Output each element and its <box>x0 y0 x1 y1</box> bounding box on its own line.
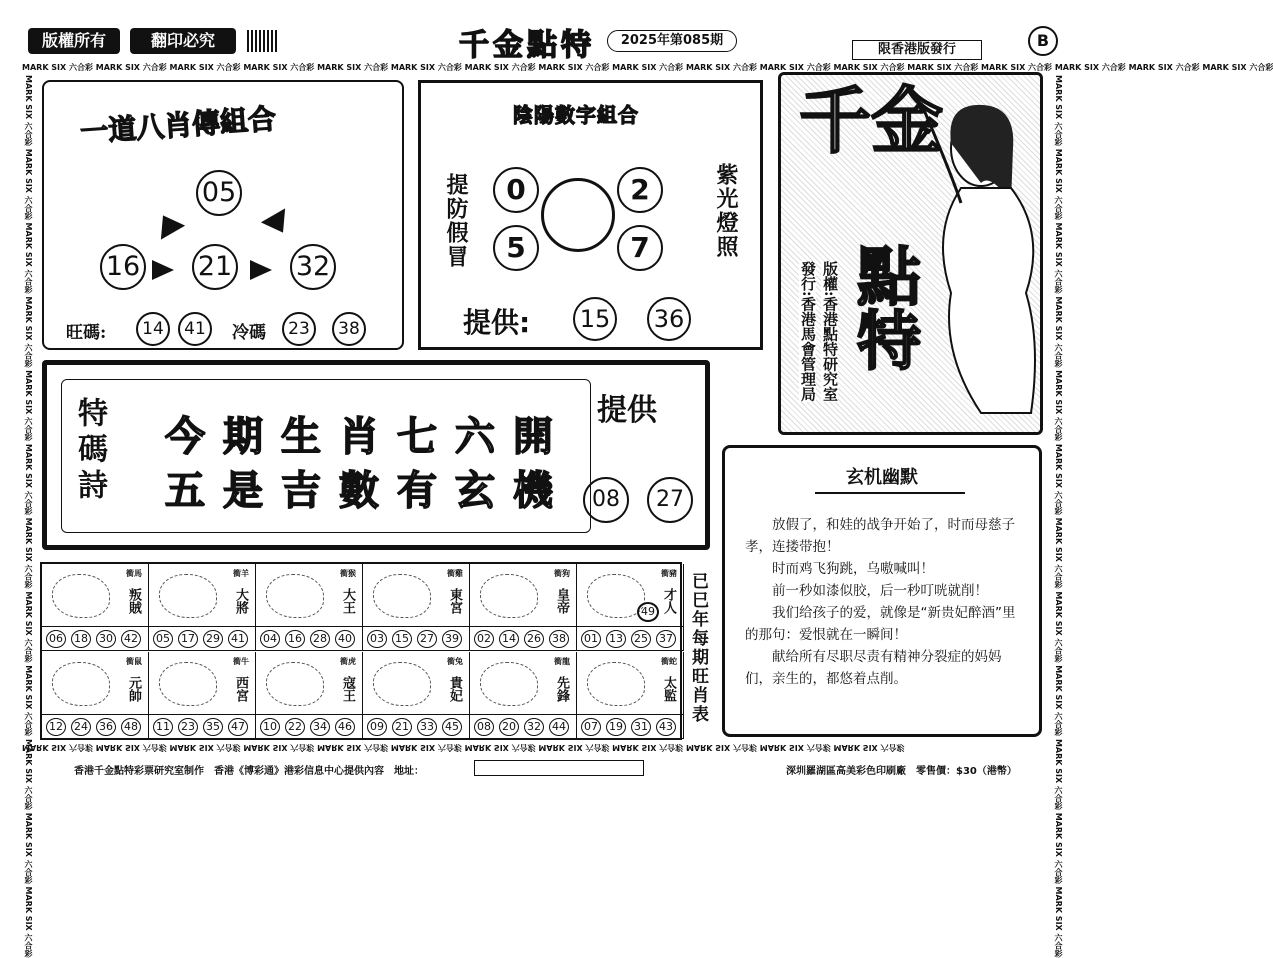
yin-yang-number-panel <box>418 80 763 350</box>
address-box <box>474 760 644 776</box>
zodiac-number-row <box>256 715 363 739</box>
row-number: 16 <box>100 244 146 290</box>
zodiac-number: 39 <box>442 630 462 648</box>
hot-number: 14 <box>136 312 170 346</box>
zodiac-number: 23 <box>178 718 198 736</box>
hot-label: 旺碼: <box>66 323 107 343</box>
zodiac-animal-icon <box>159 662 217 706</box>
provide-number: 15 <box>573 297 617 341</box>
zodiac-animal-icon <box>266 574 324 618</box>
zodiac-number: 31 <box>631 718 651 736</box>
zodiac-number: 46 <box>335 718 355 736</box>
poem-number: 08 <box>583 477 629 523</box>
provide-label: 提供 <box>597 393 657 428</box>
zodiac-number: 34 <box>310 718 330 736</box>
zodiac-number-row <box>42 715 149 739</box>
cold-number: 38 <box>332 312 366 346</box>
zodiac-number: 18 <box>71 630 91 648</box>
zodiac-number: 45 <box>442 718 462 736</box>
zodiac-number: 29 <box>203 630 223 648</box>
yin-yang-icon <box>541 178 615 252</box>
digit: 7 <box>617 225 663 271</box>
zodiac-clash-tag: 衝狗 <box>554 568 570 578</box>
zodiac-number: 08 <box>474 718 494 736</box>
zodiac-clash-tag: 衝鼠 <box>126 656 142 666</box>
zodiac-title: 太監 <box>661 676 676 702</box>
zodiac-number: 38 <box>549 630 569 648</box>
zodiac-number: 02 <box>474 630 494 648</box>
zodiac-title: 大王 <box>340 588 355 614</box>
top-number: 05 <box>196 170 242 216</box>
zodiac-number: 15 <box>392 630 412 648</box>
zodiac-number-row <box>363 715 470 739</box>
zodiac-number-row <box>363 627 470 651</box>
zodiac-title: 才人 <box>661 588 676 614</box>
zodiac-table-title: 已巳年每期旺肖表 <box>688 572 708 724</box>
edition-badge: B <box>1028 26 1058 56</box>
zodiac-number: 14 <box>499 630 519 648</box>
zodiac-number: 28 <box>310 630 330 648</box>
humor-title: 玄机幽默 <box>846 467 918 488</box>
zodiac-animal-icon <box>480 662 538 706</box>
uv-light-note: 紫光燈照 <box>713 163 739 259</box>
poster-publisher: 發行:香港馬會管理局 <box>799 261 817 402</box>
arrow-icon <box>151 208 185 239</box>
zodiac-number: 26 <box>524 630 544 648</box>
zodiac-clash-tag: 衝豬 <box>661 568 677 578</box>
special-code-poem-panel <box>42 360 710 550</box>
copyright-pill: 版權所有 <box>28 28 120 54</box>
zodiac-number-row <box>470 715 577 739</box>
zodiac-title: 叛賊 <box>126 588 141 614</box>
zodiac-number: 22 <box>285 718 305 736</box>
zodiac-title: 寇王 <box>340 676 355 702</box>
arrow-icon <box>261 208 295 239</box>
digit: 5 <box>493 225 539 271</box>
zodiac-cell <box>149 652 256 715</box>
zodiac-number: 40 <box>335 630 355 648</box>
humor-paragraph: 我们给孩子的爱，就像是“新贵妃醉酒”里的那句：爱恨就在一瞬间！ <box>745 605 1016 643</box>
zodiac-animal-icon <box>587 662 645 706</box>
humor-paragraph: 时而鸡飞狗跳，乌嗷喊叫！ <box>772 561 934 577</box>
zodiac-clash-tag: 衝牛 <box>233 656 249 666</box>
zodiac-number: 24 <box>71 718 91 736</box>
zodiac-animal-icon <box>266 662 324 706</box>
zodiac-number-row <box>577 715 684 739</box>
poster-title-top: 千金 <box>799 78 944 163</box>
zodiac-title: 元帥 <box>126 676 141 702</box>
humor-paragraph: 放假了，和娃的战争开始了，时而母慈子孝，连搂带抱！ <box>745 517 1015 555</box>
barcode-decoration <box>247 30 277 52</box>
zodiac-cell <box>470 564 577 627</box>
zodiac-number: 19 <box>606 718 626 736</box>
zodiac-number: 05 <box>153 630 173 648</box>
mark-six-strip-right: MARK SIX 六合彩 MARK SIX 六合彩 MARK SIX 六合彩 MARK SIX 六合彩 MARK SIX 六合彩 MARK SIX 六合彩 MARK SIX 六合彩 MARK SIX 六合彩 MARK SIX 六合彩 MARK SIX 六合彩 MARK SIX 六合彩 MARK SIX 六合彩 <box>1054 75 1063 958</box>
zodiac-title: 東宮 <box>447 588 462 614</box>
zodiac-clash-tag: 衝虎 <box>340 656 356 666</box>
zodiac-number: 04 <box>260 630 280 648</box>
zodiac-cell <box>577 564 684 627</box>
poem-side-title: 特碼詩 <box>72 397 107 505</box>
zodiac-animal-icon <box>480 574 538 618</box>
zodiac-number: 09 <box>367 718 387 736</box>
zodiac-table <box>40 562 682 740</box>
zodiac-cell <box>256 564 363 627</box>
poem-line-2: 五是吉數有玄機 <box>165 467 571 514</box>
arrow-right-icon <box>152 260 174 280</box>
model-figure-illustration <box>921 93 1046 433</box>
counterfeit-warning: 提防假冒 <box>443 173 469 269</box>
zodiac-number: 27 <box>417 630 437 648</box>
poem-line-1: 今期生肖七六開 <box>165 413 571 460</box>
zodiac-cell <box>363 652 470 715</box>
zodiac-number-row <box>149 715 256 739</box>
zodiac-number-row <box>149 627 256 651</box>
provide-number: 36 <box>647 297 691 341</box>
zodiac-number: 20 <box>499 718 519 736</box>
poster-copyright: 版權:香港點特研究室 <box>821 261 839 402</box>
zodiac-animal-icon <box>373 574 431 618</box>
zodiac-clash-tag: 衝羊 <box>233 568 249 578</box>
zodiac-cell <box>256 652 363 715</box>
zodiac-number: 03 <box>367 630 387 648</box>
zodiac-number: 30 <box>96 630 116 648</box>
zodiac-number: 42 <box>121 630 141 648</box>
zodiac-cell <box>470 652 577 715</box>
zodiac-number: 44 <box>549 718 569 736</box>
footer-credits: 香港千金點特彩票研究室制作 香港《博彩通》港彩信息中心提供內容 地址： <box>74 766 424 777</box>
zodiac-cell <box>42 652 149 715</box>
zodiac-number: 36 <box>96 718 116 736</box>
digit: 0 <box>493 167 539 213</box>
zodiac-title: 貴妃 <box>447 676 462 702</box>
zodiac-clash-tag: 衝雞 <box>447 568 463 578</box>
digit: 2 <box>617 167 663 213</box>
zodiac-number: 33 <box>417 718 437 736</box>
footer-printer: 深圳羅湖區高美彩色印刷廠 零售價：$30（港幣） <box>786 766 1017 777</box>
issue-number: 2025年第085期 <box>607 30 737 52</box>
zodiac-number: 35 <box>203 718 223 736</box>
humor-paragraph: 前一秒如漆似胶，后一秒叮咣就削！ <box>772 583 988 599</box>
zodiac-animal-icon <box>159 574 217 618</box>
zodiac-title: 西宮 <box>233 676 248 702</box>
zodiac-number: 41 <box>228 630 248 648</box>
zodiac-number: 12 <box>46 718 66 736</box>
zodiac-number: 43 <box>656 718 676 736</box>
panel-title: 一道八肖傳組合 <box>79 102 278 149</box>
header <box>22 18 1062 64</box>
zodiac-animal-icon <box>373 662 431 706</box>
zodiac-number: 37 <box>656 630 676 648</box>
zodiac-number: 21 <box>392 718 412 736</box>
humor-body <box>745 514 1027 690</box>
zodiac-animal-icon <box>52 662 110 706</box>
zodiac-cell <box>42 564 149 627</box>
zodiac-number-row <box>577 627 684 651</box>
zodiac-title: 先鋒 <box>554 676 569 702</box>
zodiac-title: 大將 <box>233 588 248 614</box>
zodiac-number: 32 <box>524 718 544 736</box>
zodiac-number: 10 <box>260 718 280 736</box>
cold-number: 23 <box>282 312 316 346</box>
arrow-right-icon <box>250 260 272 280</box>
zodiac-clash-tag: 衝馬 <box>126 568 142 578</box>
zodiac-number: 01 <box>581 630 601 648</box>
zodiac-number: 25 <box>631 630 651 648</box>
zodiac-clash-tag: 衝蛇 <box>661 656 677 666</box>
poem-number: 27 <box>647 477 693 523</box>
hot-number: 41 <box>178 312 212 346</box>
zodiac-number: 07 <box>581 718 601 736</box>
zodiac-number: 16 <box>285 630 305 648</box>
zodiac-number: 13 <box>606 630 626 648</box>
zodiac-number: 48 <box>121 718 141 736</box>
mark-six-strip-bottom: MARK SIX 六合彩 MARK SIX 六合彩 MARK SIX 六合彩 MARK SIX 六合彩 MARK SIX 六合彩 MARK SIX 六合彩 MARK SIX 六合彩 MARK SIX 六合彩 MARK SIX 六合彩 MARK SIX 六合彩 MARK SIX 六合彩 MARK SIX 六合彩 <box>22 743 905 752</box>
zodiac-cell <box>363 564 470 627</box>
zodiac-number-row <box>470 627 577 651</box>
zodiac-number: 11 <box>153 718 173 736</box>
row-number: 32 <box>290 244 336 290</box>
no-reprint-pill: 翻印必究 <box>130 28 236 54</box>
zodiac-cell <box>577 652 684 715</box>
mark-six-strip-top: MARK SIX 六合彩 MARK SIX 六合彩 MARK SIX 六合彩 MARK SIX 六合彩 MARK SIX 六合彩 MARK SIX 六合彩 MARK SIX 六合彩 MARK SIX 六合彩 MARK SIX 六合彩 MARK SIX 六合彩 MARK SIX 六合彩 MARK SIX 六合彩 MARK SIX 六合彩 MARK SIX 六合彩 MARK SIX 六合彩 MARK SIX 六合彩 MARK SIX 六合彩 <box>22 63 1273 72</box>
cold-label: 冷碼 <box>232 323 266 343</box>
zodiac-number-row <box>256 627 363 651</box>
brand-title: 千金點特 <box>459 28 595 63</box>
zodiac-number-row <box>42 627 149 651</box>
zodiac-clash-tag: 衝猴 <box>340 568 356 578</box>
zodiac-number: 17 <box>178 630 198 648</box>
zodiac-clash-tag: 衝龍 <box>554 656 570 666</box>
zodiac-clash-tag: 衝兔 <box>447 656 463 666</box>
poster-title-bottom: 點特 <box>846 243 921 371</box>
humor-text-panel <box>722 445 1042 737</box>
eight-zodiac-combo-panel <box>42 80 404 350</box>
mark-six-strip-left: MARK SIX 六合彩 MARK SIX 六合彩 MARK SIX 六合彩 MARK SIX 六合彩 MARK SIX 六合彩 MARK SIX 六合彩 MARK SIX 六合彩 MARK SIX 六合彩 MARK SIX 六合彩 MARK SIX 六合彩 MARK SIX 六合彩 MARK SIX 六合彩 <box>24 75 33 958</box>
hk-edition-label: 限香港版發行 <box>852 40 982 60</box>
zodiac-extra-number: 49 <box>637 602 659 622</box>
zodiac-number: 06 <box>46 630 66 648</box>
panel-title: 陰陽數字組合 <box>513 103 639 127</box>
zodiac-number: 47 <box>228 718 248 736</box>
row-number: 21 <box>192 244 238 290</box>
provide-label: 提供: <box>463 306 531 339</box>
zodiac-title: 皇帝 <box>554 588 569 614</box>
poster-panel <box>778 72 1043 435</box>
humor-paragraph: 献给所有尽职尽责有精神分裂症的妈妈们，亲生的，都悠着点削。 <box>745 649 1002 687</box>
zodiac-animal-icon <box>52 574 110 618</box>
zodiac-cell <box>149 564 256 627</box>
title-underline <box>815 492 965 494</box>
